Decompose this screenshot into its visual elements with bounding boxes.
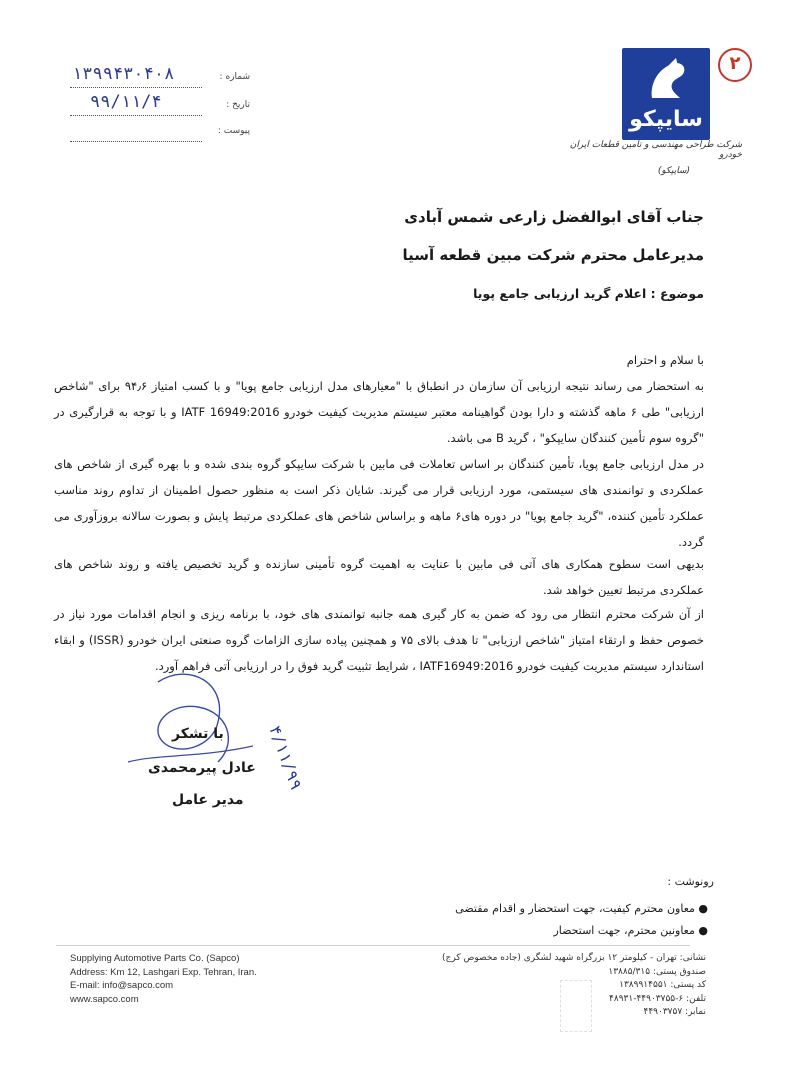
closing-text: با تشکر (172, 726, 224, 742)
addressee-title: مدیرعامل محترم شرکت مبین قطعه آسیا (402, 246, 704, 264)
footer-fa-address: نشانی: تهران - کیلومتر ۱۲ بزرگراه شهید لشگری (جاده مخصوص کرج) (442, 953, 706, 963)
subject-line: موضوع : اعلام گرید ارزیابی جامع پویا (473, 286, 704, 301)
cc-label: رونوشت : (667, 875, 714, 888)
letter-number: ۱۳۹۹۴۳۰۴۰۸ (72, 64, 175, 84)
paragraph-4: از آن شرکت محترم انتظار می رود که ضمن به کار گیری همه جانبه توانمندی های خود، با برنامه ریزی و انجام اقدامات مورد نیاز در خصوص حفظ و ارتقاء امتیاز "شاخص ارزیابی" تا هدف بالای ۷۵ و همچنین پیاده سازی الزامات گروه صنعتی ایران خودرو (ISSR) و ابقاء استاندارد سیستم مدیریت کیفیت خودرو IATF16949:2016 ، شرایط تثبیت گرید فوق را در ارزیابی آتی فراهم آورد. (54, 607, 704, 673)
attachment-label: پیوست : (217, 126, 250, 136)
footer-address: Address: Km 12, Lashgari Exp. Tehran, Iran. (70, 966, 257, 978)
company-abbr: (سایپکو) (657, 166, 690, 176)
cc-item-1: ● معاون محترم کیفیت، جهت استحضار و اقدام مقتضی (455, 902, 708, 915)
paragraph-1: به استحضار می رساند نتیجه ارزیابی آن سازمان در انطباق با "معیارهای مدل ارزیابی جامع پویا" و با کسب امتیاز ۹۴٫۶ برای "شاخص ارزیابی" طی ۶ ماهه گذشته و دارا بودن گواهینامه معتبر سیستم مدیریت کیفیت خودرو IATF 16949:2016 و با توجه به قرارگیری در "گروه سوم تأمین کنندگان سایپکو" ، گرید B می باشد. (54, 379, 704, 445)
signer-name: عادل پیرمحمدی (148, 760, 256, 776)
handwritten-date: ۴/۱۱/۹۹ (265, 722, 307, 793)
cc-item-1-text: معاون محترم کیفیت، جهت استحضار و اقدام مقتضی (455, 902, 695, 915)
paragraph-3: بدیهی است سطوح همکاری های آتی فی مابین با عنایت به اهمیت گروه تأمینی سازنده و گرید تخصیص یافته و روند شاخص های عملکردی مرتبط تعیین خواهد شد. (54, 557, 704, 597)
badge: ۲ (718, 48, 752, 82)
letter-date: ۹۹/۱۱/۴ (90, 92, 162, 112)
horse-emblem-icon (622, 48, 710, 108)
number-row (70, 64, 250, 90)
number-label: شماره : (219, 72, 250, 82)
footer-fa-postal: کد پستی: ۱۳۸۹۹۱۴۵۵۱ (619, 980, 706, 990)
footer-fa-fax: نمابر: ۴۴۹۰۳۷۵۷ (643, 1007, 706, 1017)
footer-website: www.sapco.com (70, 993, 139, 1005)
brand-text: سایپکو (629, 107, 703, 132)
date-row (70, 92, 250, 118)
date-label: تاریخ : (226, 100, 250, 110)
company-line: شرکت طراحی مهندسی و تامین قطعات ایران خودرو (569, 140, 742, 160)
footer-english (70, 952, 257, 1006)
cc-item-2: ● معاونین محترم، جهت استحضار (553, 924, 708, 937)
signer-title: مدیر عامل (172, 792, 244, 808)
footer-persian (442, 952, 706, 1020)
sapco-logo (622, 48, 710, 140)
greeting: با سلام و احترام (626, 353, 704, 367)
footer-fa-phone: تلفن: ۶-۴۴۹۰۳۷۵۵-۴۸۹۳۱ (609, 993, 706, 1004)
attachment-row (70, 122, 250, 144)
footer-email: E-mail: info@sapco.com (70, 980, 174, 991)
footer-company: Supplying Automotive Parts Co. (Sapco) (70, 953, 240, 964)
footer-fa-pobox: صندوق پستی: ۱۳۸۸۵/۳۱۵ (608, 966, 706, 977)
footer-divider (56, 945, 690, 946)
addressee-name: جناب آقای ابوالفضل زارعی شمس آبادی (404, 208, 704, 226)
paragraph-2: در مدل ارزیابی جامع پویا، تأمین کنندگان بر اساس تعاملات فی مابین با شرکت سایپکو گروه بندی شده و با بهره گیری از شاخص های عملکردی و توانمندی های سیستمی، مورد ارزیابی قرار می گیرند. شایان ذکر است به منظور حصول اطمینان از تداوم روند مناسب عملکرد تأمین کننده، "گرید جامع پویا" در دوره های۶ ماهه و براساس شاخص های عملکردی مرتبط پایش و بصورت سالانه بروزآوری می گردد. (54, 457, 704, 549)
cc-item-2-text: معاونین محترم، جهت استحضار (553, 924, 695, 937)
